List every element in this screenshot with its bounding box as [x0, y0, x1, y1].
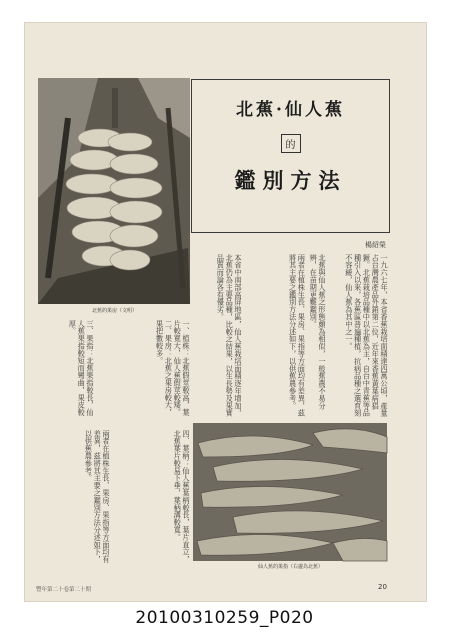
author-byline: 楊紹榮 — [365, 241, 386, 249]
image-label: 20100310259_P020 — [135, 608, 314, 628]
page-footer: 豐年第二十卷第二十期 — [36, 587, 92, 593]
paragraph: 兩者在植株生長、果房、果指等方面均有差異，茲將其主要之鑑別方法分述如下，以供蕉農參考。 — [84, 430, 111, 564]
text-column-a — [330, 254, 388, 420]
text-column-d — [98, 320, 190, 420]
paragraph: 一、植株：北蕉假莖較高，葉片較寬大，仙人蕉假莖較矮。二、果房：北蕉之果房較大，果把數較多。 — [155, 320, 191, 417]
title-box — [191, 79, 390, 233]
banana-fingers-illustration — [193, 423, 387, 561]
text-column-g — [40, 430, 110, 570]
article-subtitle: 鑑別方法 — [234, 168, 347, 193]
title-connector: 的 — [192, 134, 389, 153]
banana-fingers-photo — [193, 423, 387, 561]
text-column-f — [114, 430, 190, 570]
text-column-b — [246, 254, 326, 420]
article-title: 北蕉·仙人蕉 — [236, 100, 345, 120]
photo2-caption: 仙人蕉的果指（右邊為北蕉） — [258, 564, 324, 570]
banana-bunch-illustration — [38, 78, 190, 304]
text-column-c — [196, 254, 242, 420]
paragraph: 北蕉與仙人蕉之形態頗為相似，一般蕉農不易分辨，在苗期更難鑑別。 — [309, 254, 327, 410]
paragraph: 兩者在植株生長、果房、果指等方面均有差異，茲將其主要之鑑別方法分述如下，以供蕉農參考。 — [288, 254, 307, 417]
text-column-e — [40, 320, 94, 420]
banana-bunch-photo — [38, 78, 190, 304]
paragraph: 一九六七年，本省香蕉栽培面積達四萬公頃，產量占台灣農產品外銷第二位，近年來香蕉黃葉病猖獗。北蕉栽培品種中以北蕉為主，自台中青蕉等品種引入以來，各蕉區普遍種植，抗病品種之選育刻不容緩，仙人蕉為其中之一。 — [344, 254, 389, 417]
page-number: 20 — [378, 583, 387, 591]
photo1-caption: 北蕉的果房（文明） — [92, 308, 138, 314]
paragraph: 三、果指：北蕉果指較長，仙人蕉果指較短而彎曲，果皮較厚。 — [68, 320, 95, 417]
paragraph: 本省中南部高屏地區，仙人蕉栽培面積逐年增加，北蕉仍為主要品種，比較之結果，以生長勢及果實品質而論各有優劣。 — [216, 254, 243, 417]
paragraph: 四、葉柄：仙人蕉葉柄較長，葉片直立，北蕉葉片較易下垂，葉柄溝較寬。 — [173, 430, 191, 564]
